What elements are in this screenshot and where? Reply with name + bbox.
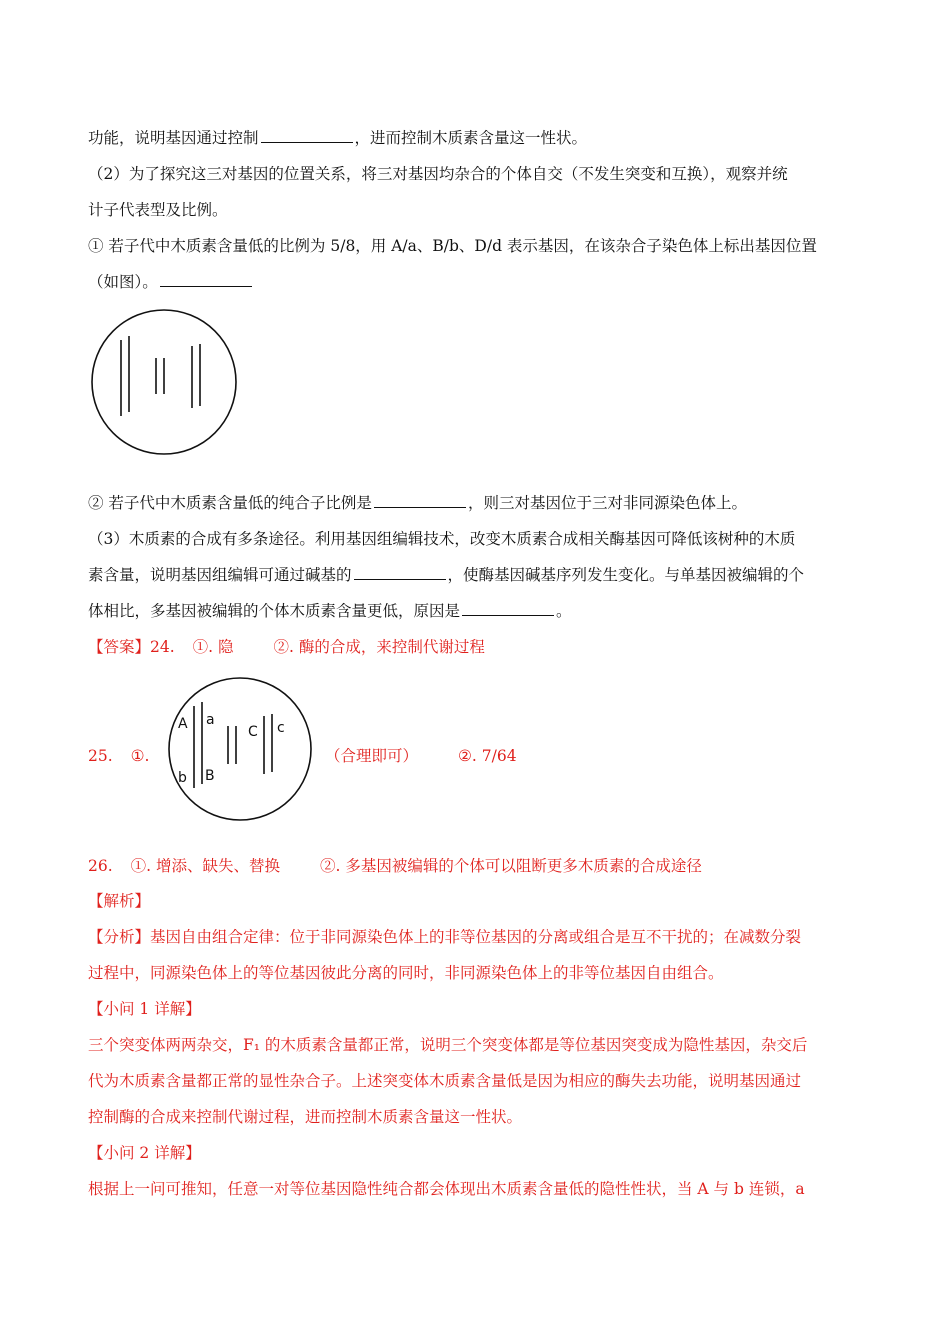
q3-line2 — [88, 565, 804, 585]
fenxi-label: 【分析】 — [88, 928, 151, 946]
gene-label-B: B — [205, 768, 215, 784]
q2-ii-answer-blank — [374, 493, 466, 508]
answer-label: 【答案】24. — [88, 638, 175, 656]
answer-24-1: ①. 隐 — [192, 638, 234, 656]
answer-25-num: 25. — [88, 747, 113, 765]
chromosome-diagram-blank — [88, 308, 240, 456]
answer-26-num: 26. — [88, 857, 113, 875]
sub2-line1: 根据上一问可推知，任意一对等位基因隐性纯合都会体现出木质素含量低的隐性性状，当 A 与 b 连锁，a — [88, 1180, 805, 1198]
answer-24-2: ②. 酶的合成，来控制代谢过程 — [273, 638, 485, 656]
q2-i-line1: ① 若子代中木质素含量低的比例为 5/8，用 A/a、B/b、D/d 表示基因，在该杂合子染色体上标出基因位置 — [88, 237, 817, 255]
fenxi-line1 — [88, 927, 801, 947]
q2-i-line2 — [88, 272, 254, 292]
q2-ii-before: ② 若子代中木质素含量低的纯合子比例是 — [88, 494, 372, 512]
sub1-line3: 控制酶的合成来控制代谢过程，进而控制木质素含量这一性状。 — [88, 1108, 523, 1126]
gene-label-b: b — [178, 770, 187, 786]
q1-tail-line — [88, 128, 587, 148]
sub1-line1: 三个突变体两两杂交，F₁ 的木质素含量都正常，说明三个突变体都是等位基因突变成为隐性基因，杂交后 — [88, 1036, 808, 1054]
answer-26-2: ②. 多基因被编辑的个体可以阻断更多木质素的合成途径 — [320, 857, 702, 875]
q3-line1: （3）木质素的合成有多条途径。利用基因组编辑技术，改变木质素合成相关酶基因可降低该树种的木质 — [88, 530, 796, 548]
answer-25-rest — [325, 746, 517, 766]
sub2-heading: 【小问 2 详解】 — [88, 1144, 201, 1162]
gene-label-A: A — [178, 716, 188, 732]
analysis-heading: 【解析】 — [88, 892, 151, 910]
gene-label-a: a — [206, 712, 215, 728]
answer-26-line — [88, 856, 702, 876]
q3-line2-before: 素含量，说明基因组编辑可通过碱基的 — [88, 566, 352, 584]
answer-25-note: （合理即可） — [325, 747, 419, 765]
q2-line1: （2）为了探究这三对基因的位置关系，将三对基因均杂合的个体自交（不发生突变和互换），观察并统 — [88, 165, 788, 183]
q2-i-line2-text: （如图）。 — [88, 273, 158, 291]
chromosome-diagram-answer — [162, 676, 318, 822]
answer-25-line — [88, 746, 149, 766]
fenxi-text1: 基因自由组合定律：位于非同源染色体上的非等位基因的分离或组合是互不干扰的；在减数分裂 — [150, 928, 802, 946]
q3-line2-after: ，使酶基因碱基序列发生变化。与单基因被编辑的个 — [447, 566, 805, 584]
q1-answer-blank — [261, 128, 353, 143]
q2-i-answer-blank — [160, 272, 252, 287]
q2-ii-line — [88, 493, 747, 513]
q3-line3-answer-blank — [462, 601, 554, 616]
q3-line2-answer-blank — [354, 565, 446, 580]
answer-24-line — [88, 637, 485, 657]
q2-ii-after: ，则三对基因位于三对非同源染色体上。 — [467, 494, 747, 512]
q3-line3-before: 体相比，多基因被编辑的个体木质素含量更低，原因是 — [88, 602, 461, 620]
answer-25-2: ②. 7/64 — [458, 747, 517, 765]
fenxi-line2: 过程中，同源染色体上的等位基因彼此分离的同时，非同源染色体上的非等位基因自由组合。 — [88, 964, 724, 982]
q3-line3-after: 。 — [556, 602, 572, 620]
answer-26-1: ①. 增添、缺失、替换 — [130, 857, 281, 875]
q1-tail-after: ，进而控制木质素含量这一性状。 — [354, 129, 588, 147]
gene-label-c: c — [277, 720, 285, 736]
answer-25-1: ①. — [130, 747, 150, 765]
q2-line2: 计子代表型及比例。 — [88, 201, 228, 219]
gene-label-C: C — [248, 724, 258, 740]
q3-line3 — [88, 601, 572, 621]
q1-tail-before: 功能，说明基因通过控制 — [88, 129, 259, 147]
sub1-heading: 【小问 1 详解】 — [88, 1000, 201, 1018]
sub1-line2: 代为木质素含量都正常的显性杂合子。上述突变体木质素含量低是因为相应的酶失去功能，说明基因通过 — [88, 1072, 802, 1090]
